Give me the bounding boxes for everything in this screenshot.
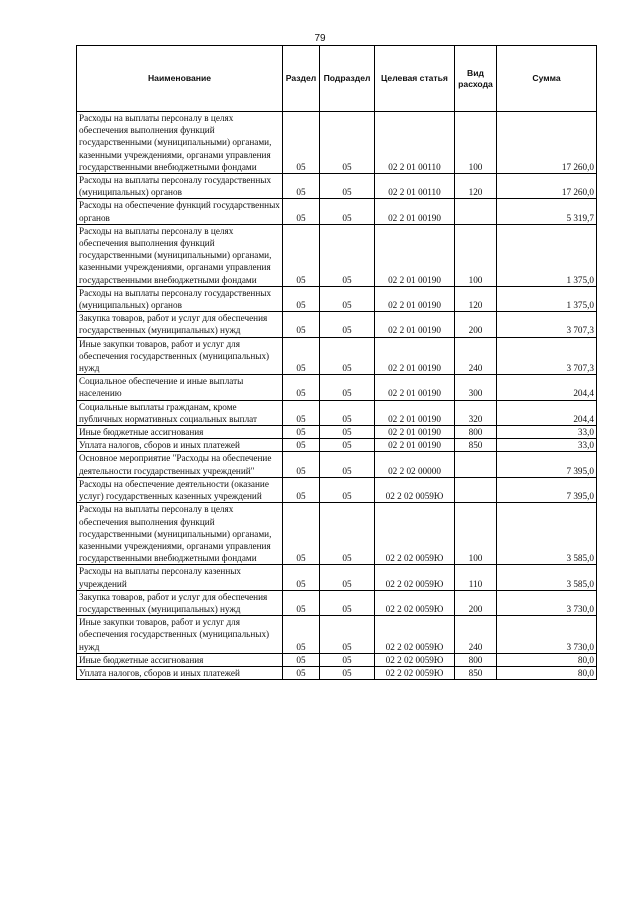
row-celevaya: 02 2 01 00190 xyxy=(375,375,455,400)
row-vid: 100 xyxy=(455,503,497,565)
row-vid: 300 xyxy=(455,375,497,400)
row-vid: 320 xyxy=(455,400,497,425)
row-razdel: 05 xyxy=(283,400,320,425)
row-name: Расходы на обеспечение функций государственных органов xyxy=(77,199,283,224)
table-row xyxy=(77,174,597,199)
row-celevaya: 02 2 01 00190 xyxy=(375,439,455,452)
row-razdel: 05 xyxy=(283,565,320,590)
row-name: Основное мероприятие "Расходы на обеспечение деятельности государственных учреждений" xyxy=(77,452,283,477)
row-vid: 240 xyxy=(455,616,497,654)
row-vid: 120 xyxy=(455,174,497,199)
header-vid: Вид расхода xyxy=(455,46,497,112)
row-podrazdel: 05 xyxy=(320,477,375,502)
row-razdel: 05 xyxy=(283,452,320,477)
row-name: Расходы на выплаты персоналу в целях обеспечения выполнения функций государственными (муниципальными) органами, казенными учреждениями, органами управления государственными внебюджетными фондами xyxy=(77,112,283,174)
row-summa: 17 260,0 xyxy=(497,174,597,199)
row-vid: 100 xyxy=(455,112,497,174)
row-summa: 33,0 xyxy=(497,426,597,439)
row-podrazdel: 05 xyxy=(320,312,375,337)
row-podrazdel: 05 xyxy=(320,199,375,224)
row-celevaya: 02 2 01 00110 xyxy=(375,174,455,199)
row-celevaya: 02 2 01 00190 xyxy=(375,286,455,311)
row-name: Иные бюджетные ассигнования xyxy=(77,426,283,439)
row-vid xyxy=(455,477,497,502)
row-podrazdel: 05 xyxy=(320,666,375,679)
row-summa: 17 260,0 xyxy=(497,112,597,174)
page-number: 79 xyxy=(314,33,326,44)
row-celevaya: 02 2 02 00000 xyxy=(375,452,455,477)
row-summa: 204,4 xyxy=(497,375,597,400)
row-podrazdel: 05 xyxy=(320,112,375,174)
row-name: Расходы на выплаты персоналу в целях обеспечения выполнения функций государственными (муниципальными) органами, казенными учреждениями, органами управления государственными внебюджетными фондами xyxy=(77,224,283,286)
budget-table xyxy=(76,45,597,680)
row-razdel: 05 xyxy=(283,439,320,452)
row-name: Расходы на выплаты персоналу государственных (муниципальных) органов xyxy=(77,174,283,199)
row-vid: 850 xyxy=(455,666,497,679)
row-summa: 3 707,3 xyxy=(497,337,597,375)
row-podrazdel: 05 xyxy=(320,337,375,375)
row-podrazdel: 05 xyxy=(320,439,375,452)
row-summa: 3 707,3 xyxy=(497,312,597,337)
row-summa: 1 375,0 xyxy=(497,224,597,286)
header-celevaya: Целевая статья xyxy=(375,46,455,112)
row-vid: 100 xyxy=(455,224,497,286)
row-summa: 3 730,0 xyxy=(497,590,597,615)
row-celevaya: 02 2 02 0059Ю xyxy=(375,503,455,565)
row-summa: 80,0 xyxy=(497,653,597,666)
row-podrazdel: 05 xyxy=(320,426,375,439)
row-celevaya: 02 2 01 00190 xyxy=(375,312,455,337)
row-vid: 120 xyxy=(455,286,497,311)
row-name: Закупка товаров, работ и услуг для обеспечения государственных (муниципальных) нужд xyxy=(77,590,283,615)
table-row xyxy=(77,616,597,654)
row-celevaya: 02 2 01 00190 xyxy=(375,199,455,224)
row-name: Иные бюджетные ассигнования xyxy=(77,653,283,666)
row-summa: 5 319,7 xyxy=(497,199,597,224)
row-podrazdel: 05 xyxy=(320,174,375,199)
table-row xyxy=(77,224,597,286)
table-row xyxy=(77,400,597,425)
header-name: Наименование xyxy=(77,46,283,112)
table-row xyxy=(77,199,597,224)
row-vid: 240 xyxy=(455,337,497,375)
row-summa: 33,0 xyxy=(497,439,597,452)
row-podrazdel: 05 xyxy=(320,616,375,654)
table-row xyxy=(77,666,597,679)
row-celevaya: 02 2 02 0059Ю xyxy=(375,653,455,666)
table-row xyxy=(77,337,597,375)
row-vid: 200 xyxy=(455,312,497,337)
table-row xyxy=(77,312,597,337)
header-razdel: Раздел xyxy=(283,46,320,112)
row-podrazdel: 05 xyxy=(320,565,375,590)
row-name: Иные закупки товаров, работ и услуг для обеспечения государственных (муниципальных) нужд xyxy=(77,337,283,375)
row-podrazdel: 05 xyxy=(320,286,375,311)
row-vid: 850 xyxy=(455,439,497,452)
row-vid xyxy=(455,199,497,224)
row-podrazdel: 05 xyxy=(320,224,375,286)
row-razdel: 05 xyxy=(283,426,320,439)
row-celevaya: 02 2 01 00190 xyxy=(375,400,455,425)
row-podrazdel: 05 xyxy=(320,590,375,615)
row-razdel: 05 xyxy=(283,590,320,615)
row-celevaya: 02 2 02 0059Ю xyxy=(375,590,455,615)
row-summa: 7 395,0 xyxy=(497,477,597,502)
row-razdel: 05 xyxy=(283,477,320,502)
row-podrazdel: 05 xyxy=(320,653,375,666)
row-razdel: 05 xyxy=(283,199,320,224)
row-summa: 3 730,0 xyxy=(497,616,597,654)
table-row xyxy=(77,590,597,615)
row-vid: 110 xyxy=(455,565,497,590)
row-name: Расходы на выплаты персоналу государственных (муниципальных) органов xyxy=(77,286,283,311)
row-celevaya: 02 2 02 0059Ю xyxy=(375,565,455,590)
row-razdel: 05 xyxy=(283,503,320,565)
row-razdel: 05 xyxy=(283,616,320,654)
row-name: Закупка товаров, работ и услуг для обеспечения государственных (муниципальных) нужд xyxy=(77,312,283,337)
row-celevaya: 02 2 02 0059Ю xyxy=(375,666,455,679)
row-razdel: 05 xyxy=(283,112,320,174)
row-celevaya: 02 2 02 0059Ю xyxy=(375,616,455,654)
row-name: Уплата налогов, сборов и иных платежей xyxy=(77,666,283,679)
row-summa: 3 585,0 xyxy=(497,503,597,565)
header-podrazdel: Подраздел xyxy=(320,46,375,112)
table-row xyxy=(77,503,597,565)
table-row xyxy=(77,452,597,477)
row-vid: 800 xyxy=(455,653,497,666)
row-razdel: 05 xyxy=(283,224,320,286)
row-summa: 3 585,0 xyxy=(497,565,597,590)
row-name: Социальное обеспечение и иные выплаты населению xyxy=(77,375,283,400)
row-podrazdel: 05 xyxy=(320,452,375,477)
row-podrazdel: 05 xyxy=(320,375,375,400)
row-summa: 204,4 xyxy=(497,400,597,425)
table-row xyxy=(77,439,597,452)
row-celevaya: 02 2 01 00110 xyxy=(375,112,455,174)
row-summa: 7 395,0 xyxy=(497,452,597,477)
header-row xyxy=(77,46,597,112)
row-razdel: 05 xyxy=(283,375,320,400)
row-podrazdel: 05 xyxy=(320,400,375,425)
row-summa: 80,0 xyxy=(497,666,597,679)
row-razdel: 05 xyxy=(283,174,320,199)
row-summa: 1 375,0 xyxy=(497,286,597,311)
table-row xyxy=(77,112,597,174)
row-name: Расходы на обеспечение деятельности (оказание услуг) государственных казенных учреждений xyxy=(77,477,283,502)
row-celevaya: 02 2 01 00190 xyxy=(375,224,455,286)
row-name: Социальные выплаты гражданам, кроме публичных нормативных социальных выплат xyxy=(77,400,283,425)
row-podrazdel: 05 xyxy=(320,503,375,565)
row-name: Уплата налогов, сборов и иных платежей xyxy=(77,439,283,452)
table-row xyxy=(77,477,597,502)
row-vid: 800 xyxy=(455,426,497,439)
table-row xyxy=(77,375,597,400)
table-row xyxy=(77,426,597,439)
table-row xyxy=(77,286,597,311)
row-razdel: 05 xyxy=(283,286,320,311)
row-name: Иные закупки товаров, работ и услуг для обеспечения государственных (муниципальных) нужд xyxy=(77,616,283,654)
row-celevaya: 02 2 01 00190 xyxy=(375,426,455,439)
row-vid: 200 xyxy=(455,590,497,615)
row-celevaya: 02 2 02 0059Ю xyxy=(375,477,455,502)
table-row xyxy=(77,565,597,590)
row-razdel: 05 xyxy=(283,337,320,375)
row-name: Расходы на выплаты персоналу казенных учреждений xyxy=(77,565,283,590)
row-razdel: 05 xyxy=(283,666,320,679)
table-row xyxy=(77,653,597,666)
row-vid xyxy=(455,452,497,477)
row-razdel: 05 xyxy=(283,653,320,666)
row-razdel: 05 xyxy=(283,312,320,337)
row-celevaya: 02 2 01 00190 xyxy=(375,337,455,375)
header-summa: Сумма xyxy=(497,46,597,112)
row-name: Расходы на выплаты персоналу в целях обеспечения выполнения функций государственными (муниципальными) органами, казенными учреждениями, органами управления государственными внебюджетными фондами xyxy=(77,503,283,565)
